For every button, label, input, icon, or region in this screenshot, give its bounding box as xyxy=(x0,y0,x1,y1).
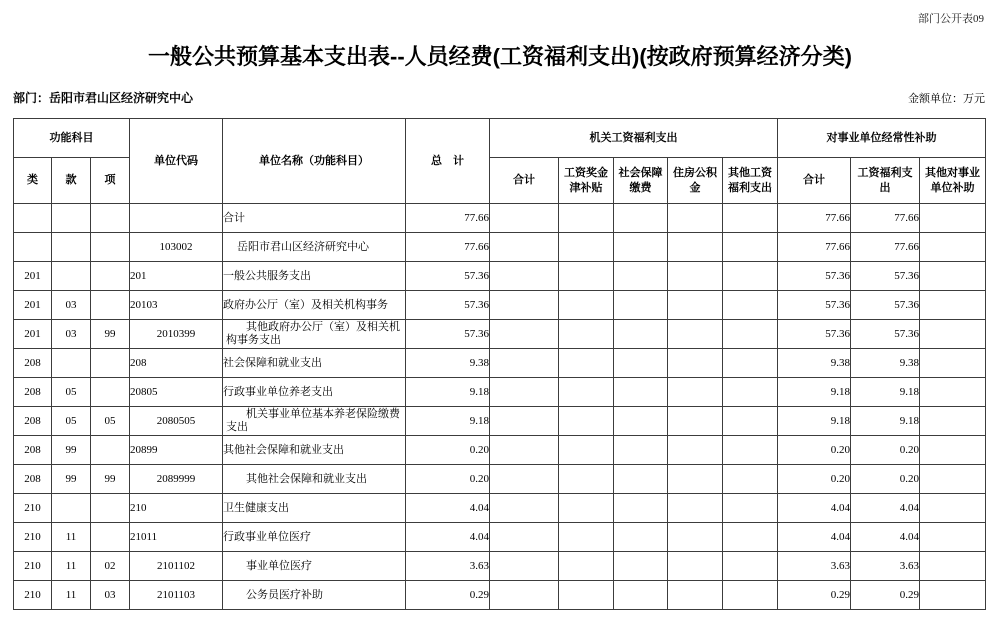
cell-lei: 208 xyxy=(14,465,52,494)
cell-org-social-security xyxy=(614,465,668,494)
meta-row xyxy=(13,89,985,106)
cell-kuan: 99 xyxy=(52,436,91,465)
cell-org-other xyxy=(723,233,778,262)
cell-kuan xyxy=(52,349,91,378)
cell-inst-total: 77.66 xyxy=(778,204,851,233)
cell-lei: 208 xyxy=(14,436,52,465)
cell-unit-name: 其他政府办公厅（室）及相关机构事务支出 xyxy=(223,320,406,349)
cell-org-wage-bonus xyxy=(559,523,614,552)
cell-lei: 210 xyxy=(14,552,52,581)
cell-xiang: 02 xyxy=(91,552,130,581)
header-row-groups xyxy=(14,119,986,158)
cell-org-total xyxy=(490,320,559,349)
cell-unit-code: 20805 xyxy=(130,378,223,407)
cell-inst-other xyxy=(920,523,986,552)
cell-inst-other xyxy=(920,291,986,320)
cell-grand-total: 0.20 xyxy=(406,465,490,494)
cell-inst-total: 9.38 xyxy=(778,349,851,378)
cell-unit-name: 社会保障和就业支出 xyxy=(223,349,406,378)
cell-org-social-security xyxy=(614,581,668,610)
cell-inst-wage: 57.36 xyxy=(851,262,920,291)
cell-inst-wage: 9.18 xyxy=(851,378,920,407)
cell-org-wage-bonus xyxy=(559,262,614,291)
cell-org-social-security xyxy=(614,436,668,465)
cell-org-total xyxy=(490,465,559,494)
cell-org-total xyxy=(490,581,559,610)
cell-org-housing-fund xyxy=(668,523,723,552)
cell-inst-wage: 4.04 xyxy=(851,494,920,523)
cell-org-housing-fund xyxy=(668,233,723,262)
cell-inst-other xyxy=(920,436,986,465)
table-row xyxy=(14,320,986,349)
cell-org-wage-bonus xyxy=(559,552,614,581)
cell-kuan xyxy=(52,204,91,233)
cell-org-housing-fund xyxy=(668,581,723,610)
header-org-social-security: 社会保障缴费 xyxy=(614,158,668,204)
cell-org-housing-fund xyxy=(668,204,723,233)
corner-table-number: 部门公开表09 xyxy=(918,13,984,25)
cell-inst-total: 4.04 xyxy=(778,494,851,523)
cell-org-wage-bonus xyxy=(559,204,614,233)
cell-grand-total: 77.66 xyxy=(406,233,490,262)
cell-org-total xyxy=(490,523,559,552)
budget-table-body xyxy=(14,204,986,610)
cell-org-total xyxy=(490,378,559,407)
cell-inst-total: 9.18 xyxy=(778,407,851,436)
cell-org-wage-bonus xyxy=(559,349,614,378)
cell-org-social-security xyxy=(614,291,668,320)
cell-org-other xyxy=(723,378,778,407)
cell-grand-total: 57.36 xyxy=(406,320,490,349)
header-inst-other: 其他对事业单位补助 xyxy=(920,158,986,204)
cell-xiang xyxy=(91,291,130,320)
cell-org-total xyxy=(490,291,559,320)
cell-kuan xyxy=(52,262,91,291)
cell-inst-total: 9.18 xyxy=(778,378,851,407)
header-org-total: 合计 xyxy=(490,158,559,204)
cell-org-other xyxy=(723,436,778,465)
table-row xyxy=(14,233,986,262)
header-lei: 类 xyxy=(14,158,52,204)
cell-inst-total: 57.36 xyxy=(778,320,851,349)
cell-unit-name: 其他社会保障和就业支出 xyxy=(223,436,406,465)
cell-kuan: 05 xyxy=(52,378,91,407)
cell-org-other xyxy=(723,581,778,610)
cell-unit-code: 208 xyxy=(130,349,223,378)
cell-grand-total: 9.38 xyxy=(406,349,490,378)
cell-org-housing-fund xyxy=(668,349,723,378)
cell-xiang xyxy=(91,523,130,552)
cell-org-total xyxy=(490,233,559,262)
cell-lei: 201 xyxy=(14,291,52,320)
cell-kuan: 11 xyxy=(52,581,91,610)
cell-org-total xyxy=(490,262,559,291)
cell-unit-code: 2080505 xyxy=(130,407,223,436)
header-unit-code: 单位代码 xyxy=(130,119,223,204)
cell-inst-wage: 9.38 xyxy=(851,349,920,378)
cell-org-social-security xyxy=(614,262,668,291)
cell-org-housing-fund xyxy=(668,320,723,349)
cell-unit-code xyxy=(130,204,223,233)
cell-org-social-security xyxy=(614,349,668,378)
table-row xyxy=(14,581,986,610)
cell-org-social-security xyxy=(614,523,668,552)
header-unit-name: 单位名称（功能科目） xyxy=(223,119,406,204)
cell-kuan xyxy=(52,233,91,262)
cell-org-wage-bonus xyxy=(559,465,614,494)
cell-org-housing-fund xyxy=(668,436,723,465)
cell-kuan: 03 xyxy=(52,320,91,349)
cell-lei: 201 xyxy=(14,262,52,291)
cell-org-housing-fund xyxy=(668,407,723,436)
cell-org-wage-bonus xyxy=(559,494,614,523)
cell-unit-name: 其他社会保障和就业支出 xyxy=(223,465,406,494)
cell-xiang xyxy=(91,204,130,233)
cell-org-social-security xyxy=(614,204,668,233)
cell-org-total xyxy=(490,494,559,523)
cell-kuan: 03 xyxy=(52,291,91,320)
cell-inst-wage: 77.66 xyxy=(851,233,920,262)
table-row xyxy=(14,552,986,581)
cell-inst-wage: 57.36 xyxy=(851,291,920,320)
table-row xyxy=(14,378,986,407)
cell-unit-name: 公务员医疗补助 xyxy=(223,581,406,610)
header-kuan: 款 xyxy=(52,158,91,204)
cell-unit-code: 2089999 xyxy=(130,465,223,494)
cell-xiang: 99 xyxy=(91,465,130,494)
cell-org-total xyxy=(490,552,559,581)
cell-lei: 201 xyxy=(14,320,52,349)
cell-unit-code: 201 xyxy=(130,262,223,291)
cell-org-housing-fund xyxy=(668,291,723,320)
table-row xyxy=(14,262,986,291)
table-row xyxy=(14,465,986,494)
table-row xyxy=(14,523,986,552)
cell-inst-wage: 77.66 xyxy=(851,204,920,233)
cell-xiang xyxy=(91,436,130,465)
cell-inst-other xyxy=(920,262,986,291)
cell-inst-wage: 4.04 xyxy=(851,523,920,552)
cell-inst-other xyxy=(920,581,986,610)
cell-inst-other xyxy=(920,407,986,436)
table-row xyxy=(14,349,986,378)
cell-org-other xyxy=(723,494,778,523)
cell-grand-total: 0.20 xyxy=(406,436,490,465)
cell-unit-code: 20103 xyxy=(130,291,223,320)
cell-org-other xyxy=(723,407,778,436)
cell-inst-total: 4.04 xyxy=(778,523,851,552)
cell-org-wage-bonus xyxy=(559,233,614,262)
cell-org-other xyxy=(723,262,778,291)
cell-unit-code: 21011 xyxy=(130,523,223,552)
cell-grand-total: 57.36 xyxy=(406,262,490,291)
cell-org-total xyxy=(490,436,559,465)
cell-xiang: 99 xyxy=(91,320,130,349)
cell-org-wage-bonus xyxy=(559,378,614,407)
table-row xyxy=(14,494,986,523)
cell-org-wage-bonus xyxy=(559,291,614,320)
cell-unit-code: 210 xyxy=(130,494,223,523)
cell-kuan: 05 xyxy=(52,407,91,436)
header-org-other: 其他工资福利支出 xyxy=(723,158,778,204)
cell-org-other xyxy=(723,349,778,378)
cell-lei: 210 xyxy=(14,523,52,552)
cell-inst-other xyxy=(920,204,986,233)
cell-grand-total: 4.04 xyxy=(406,523,490,552)
cell-xiang: 05 xyxy=(91,407,130,436)
cell-org-other xyxy=(723,465,778,494)
cell-xiang xyxy=(91,494,130,523)
cell-inst-other xyxy=(920,465,986,494)
cell-grand-total: 9.18 xyxy=(406,407,490,436)
cell-kuan: 11 xyxy=(52,552,91,581)
cell-inst-other xyxy=(920,552,986,581)
cell-inst-wage: 0.29 xyxy=(851,581,920,610)
header-inst-total: 合计 xyxy=(778,158,851,204)
cell-xiang xyxy=(91,262,130,291)
cell-xiang xyxy=(91,378,130,407)
header-org-housing-fund: 住房公积金 xyxy=(668,158,723,204)
cell-grand-total: 4.04 xyxy=(406,494,490,523)
cell-grand-total: 57.36 xyxy=(406,291,490,320)
cell-unit-code: 2101102 xyxy=(130,552,223,581)
cell-unit-name: 事业单位医疗 xyxy=(223,552,406,581)
cell-org-housing-fund xyxy=(668,552,723,581)
header-func-group: 功能科目 xyxy=(14,119,130,158)
cell-org-total xyxy=(490,407,559,436)
cell-kuan xyxy=(52,494,91,523)
cell-kuan: 11 xyxy=(52,523,91,552)
cell-lei: 210 xyxy=(14,581,52,610)
cell-unit-code: 103002 xyxy=(130,233,223,262)
cell-inst-total: 77.66 xyxy=(778,233,851,262)
cell-org-other xyxy=(723,204,778,233)
table-row xyxy=(14,204,986,233)
cell-inst-wage: 0.20 xyxy=(851,465,920,494)
cell-org-other xyxy=(723,552,778,581)
department-label: 部门：岳阳市君山区经济研究中心 xyxy=(13,91,194,105)
cell-xiang xyxy=(91,233,130,262)
table-row xyxy=(14,436,986,465)
cell-org-wage-bonus xyxy=(559,407,614,436)
cell-unit-name: 机关事业单位基本养老保险缴费支出 xyxy=(223,407,406,436)
cell-inst-total: 3.63 xyxy=(778,552,851,581)
cell-inst-total: 0.20 xyxy=(778,436,851,465)
cell-unit-name: 政府办公厅（室）及相关机构事务 xyxy=(223,291,406,320)
cell-inst-total: 0.20 xyxy=(778,465,851,494)
cell-org-housing-fund xyxy=(668,262,723,291)
cell-lei: 208 xyxy=(14,349,52,378)
cell-inst-other xyxy=(920,349,986,378)
cell-unit-name: 卫生健康支出 xyxy=(223,494,406,523)
cell-inst-wage: 0.20 xyxy=(851,436,920,465)
cell-org-social-security xyxy=(614,407,668,436)
cell-inst-wage: 57.36 xyxy=(851,320,920,349)
cell-org-social-security xyxy=(614,233,668,262)
cell-org-social-security xyxy=(614,552,668,581)
cell-unit-name: 合计 xyxy=(223,204,406,233)
cell-org-wage-bonus xyxy=(559,320,614,349)
cell-inst-wage: 9.18 xyxy=(851,407,920,436)
cell-inst-other xyxy=(920,378,986,407)
cell-unit-name: 一般公共服务支出 xyxy=(223,262,406,291)
cell-lei xyxy=(14,233,52,262)
cell-org-housing-fund xyxy=(668,494,723,523)
header-inst-wage: 工资福利支出 xyxy=(851,158,920,204)
cell-org-social-security xyxy=(614,378,668,407)
cell-xiang: 03 xyxy=(91,581,130,610)
cell-org-housing-fund xyxy=(668,465,723,494)
cell-org-total xyxy=(490,349,559,378)
cell-lei xyxy=(14,204,52,233)
cell-lei: 210 xyxy=(14,494,52,523)
cell-unit-name: 行政事业单位养老支出 xyxy=(223,378,406,407)
cell-kuan: 99 xyxy=(52,465,91,494)
cell-org-wage-bonus xyxy=(559,581,614,610)
header-grand-total: 总 计 xyxy=(406,119,490,204)
cell-grand-total: 77.66 xyxy=(406,204,490,233)
cell-org-social-security xyxy=(614,494,668,523)
cell-lei: 208 xyxy=(14,407,52,436)
cell-unit-name: 岳阳市君山区经济研究中心 xyxy=(223,233,406,262)
cell-inst-total: 57.36 xyxy=(778,262,851,291)
cell-org-other xyxy=(723,291,778,320)
cell-org-other xyxy=(723,523,778,552)
cell-inst-total: 57.36 xyxy=(778,291,851,320)
cell-org-total xyxy=(490,204,559,233)
cell-org-other xyxy=(723,320,778,349)
cell-lei: 208 xyxy=(14,378,52,407)
cell-grand-total: 9.18 xyxy=(406,378,490,407)
table-row xyxy=(14,407,986,436)
budget-table xyxy=(13,118,986,610)
cell-org-social-security xyxy=(614,320,668,349)
cell-unit-code: 2010399 xyxy=(130,320,223,349)
cell-org-housing-fund xyxy=(668,378,723,407)
header-xiang: 项 xyxy=(91,158,130,204)
cell-inst-total: 0.29 xyxy=(778,581,851,610)
cell-inst-other xyxy=(920,233,986,262)
cell-grand-total: 3.63 xyxy=(406,552,490,581)
cell-xiang xyxy=(91,349,130,378)
cell-inst-wage: 3.63 xyxy=(851,552,920,581)
header-org-wage-bonus: 工资奖金津补贴 xyxy=(559,158,614,204)
cell-org-wage-bonus xyxy=(559,436,614,465)
cell-grand-total: 0.29 xyxy=(406,581,490,610)
cell-unit-code: 2101103 xyxy=(130,581,223,610)
header-org-group: 机关工资福利支出 xyxy=(490,119,778,158)
amount-unit-label: 金额单位：万元 xyxy=(908,93,985,105)
header-inst-group: 对事业单位经常性补助 xyxy=(778,119,986,158)
cell-unit-name: 行政事业单位医疗 xyxy=(223,523,406,552)
cell-inst-other xyxy=(920,320,986,349)
table-row xyxy=(14,291,986,320)
cell-inst-other xyxy=(920,494,986,523)
cell-unit-code: 20899 xyxy=(130,436,223,465)
page-title: 一般公共预算基本支出表--人员经费(工资福利支出)(按政府预算经济分类) xyxy=(148,44,852,69)
